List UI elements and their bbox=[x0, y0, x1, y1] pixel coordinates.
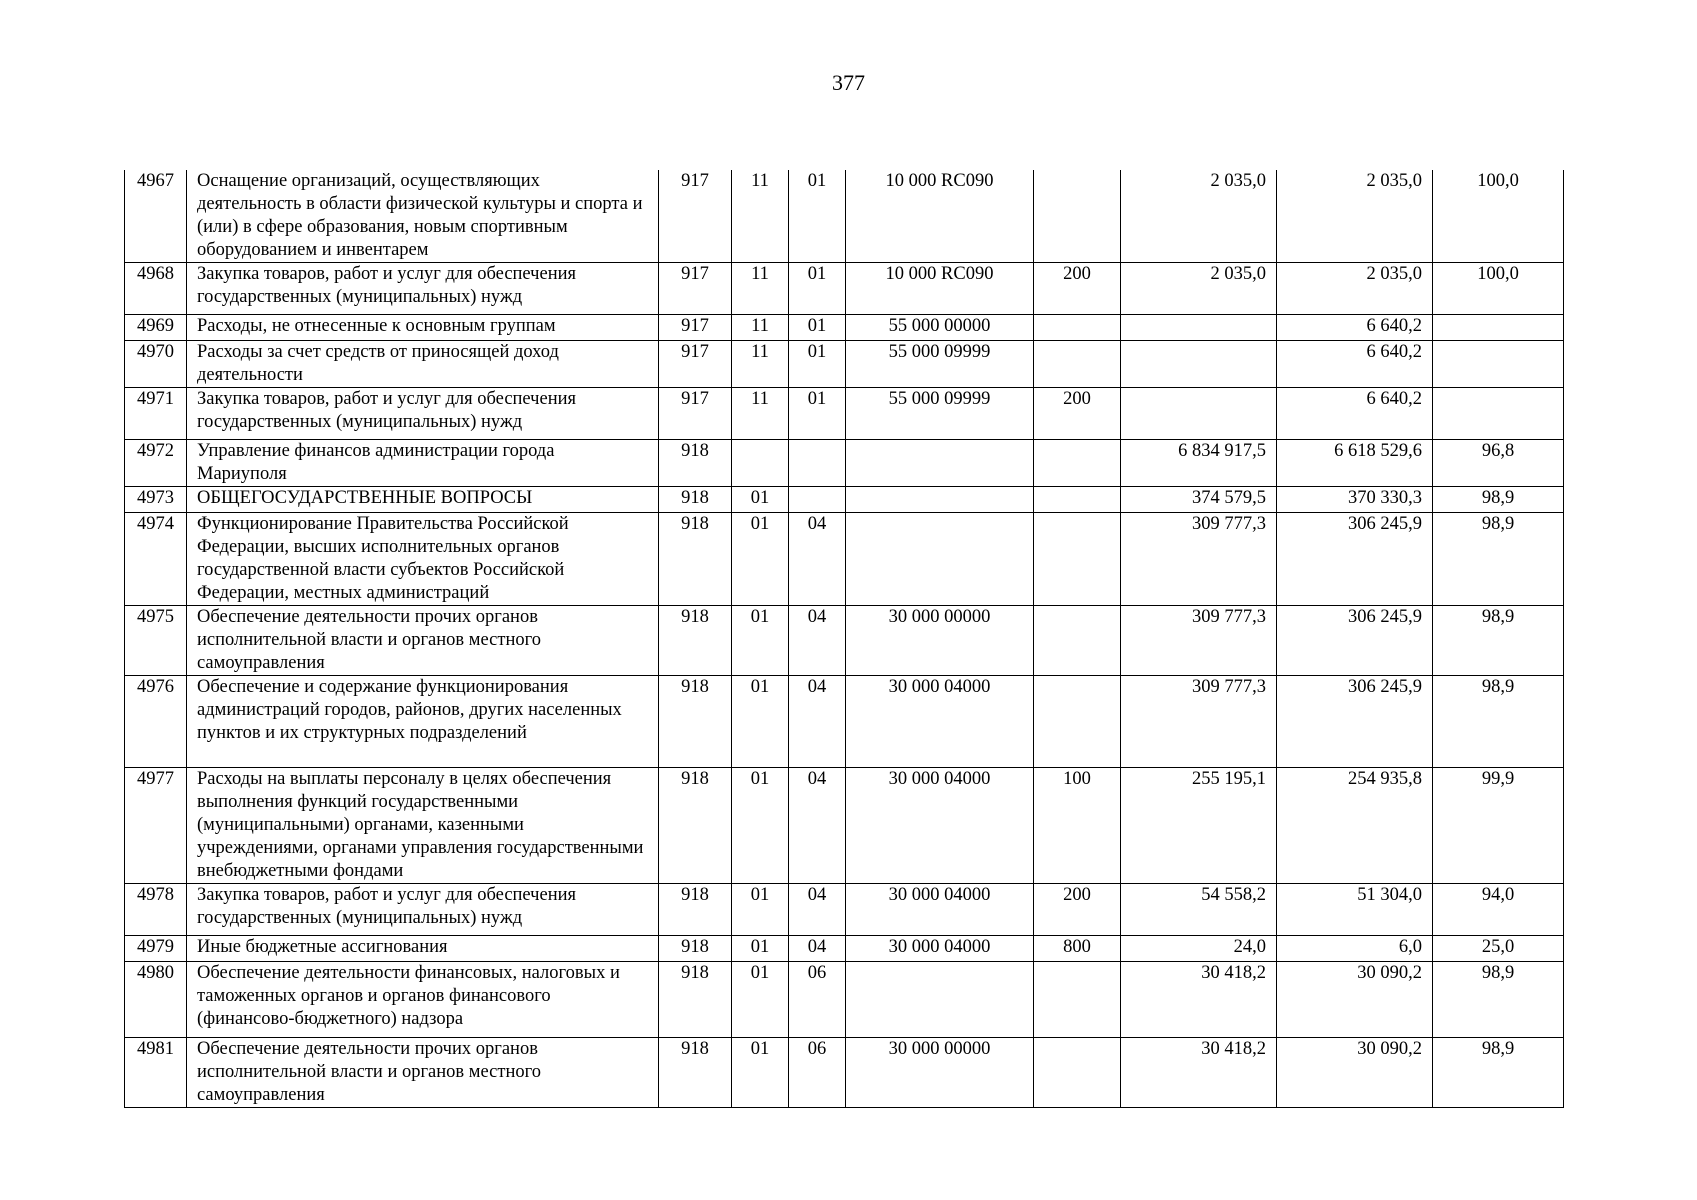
row-number-cell: 4977 bbox=[125, 768, 187, 884]
section-code-cell: 01 bbox=[732, 768, 789, 884]
section-code-cell: 01 bbox=[732, 676, 789, 768]
budget-table bbox=[124, 170, 1564, 1108]
table-row bbox=[125, 1038, 1564, 1108]
page-number: 377 bbox=[832, 70, 865, 95]
row-number-cell: 4978 bbox=[125, 884, 187, 936]
expense-type-code-cell bbox=[1034, 315, 1121, 341]
table-row bbox=[125, 388, 1564, 440]
planned-amount-cell: 30 418,2 bbox=[1121, 962, 1277, 1038]
subsection-code-cell: 04 bbox=[789, 936, 846, 962]
execution-percent-cell: 99,9 bbox=[1433, 768, 1564, 884]
planned-amount-cell: 24,0 bbox=[1121, 936, 1277, 962]
target-item-code-cell: 55 000 00000 bbox=[846, 315, 1034, 341]
row-name-cell: Закупка товаров, работ и услуг для обеспечения государственных (муниципальных) нужд bbox=[187, 263, 659, 315]
row-number-cell: 4968 bbox=[125, 263, 187, 315]
row-name-cell: Функционирование Правительства Российской Федерации, высших исполнительных органов государственной власти субъектов Российской Федерации, местных администраций bbox=[187, 513, 659, 606]
department-code-cell: 918 bbox=[659, 768, 732, 884]
table-row bbox=[125, 440, 1564, 487]
department-code-cell: 918 bbox=[659, 936, 732, 962]
expense-type-code-cell: 200 bbox=[1034, 388, 1121, 440]
target-item-code-cell: 30 000 00000 bbox=[846, 606, 1034, 676]
execution-percent-cell: 96,8 bbox=[1433, 440, 1564, 487]
department-code-cell: 917 bbox=[659, 388, 732, 440]
actual-amount-cell: 51 304,0 bbox=[1277, 884, 1433, 936]
subsection-code-cell: 01 bbox=[789, 341, 846, 388]
expense-type-code-cell bbox=[1034, 440, 1121, 487]
subsection-code-cell bbox=[789, 440, 846, 487]
expense-type-code-cell bbox=[1034, 1038, 1121, 1108]
planned-amount-cell: 2 035,0 bbox=[1121, 170, 1277, 263]
actual-amount-cell: 254 935,8 bbox=[1277, 768, 1433, 884]
target-item-code-cell: 10 000 RC090 bbox=[846, 170, 1034, 263]
target-item-code-cell: 55 000 09999 bbox=[846, 341, 1034, 388]
planned-amount-cell: 6 834 917,5 bbox=[1121, 440, 1277, 487]
expense-type-code-cell bbox=[1034, 676, 1121, 768]
row-name-cell: Иные бюджетные ассигнования bbox=[187, 936, 659, 962]
expense-type-code-cell bbox=[1034, 606, 1121, 676]
row-name-cell: Управление финансов администрации города Мариуполя bbox=[187, 440, 659, 487]
table-row bbox=[125, 606, 1564, 676]
row-number-cell: 4975 bbox=[125, 606, 187, 676]
department-code-cell: 918 bbox=[659, 1038, 732, 1108]
section-code-cell: 01 bbox=[732, 487, 789, 513]
expense-type-code-cell: 100 bbox=[1034, 768, 1121, 884]
department-code-cell: 918 bbox=[659, 513, 732, 606]
actual-amount-cell: 306 245,9 bbox=[1277, 606, 1433, 676]
subsection-code-cell bbox=[789, 487, 846, 513]
row-name-cell: Обеспечение деятельности прочих органов исполнительной власти и органов местного самоуправления bbox=[187, 606, 659, 676]
table-row bbox=[125, 263, 1564, 315]
row-number-cell: 4980 bbox=[125, 962, 187, 1038]
table-row bbox=[125, 962, 1564, 1038]
row-number-cell: 4974 bbox=[125, 513, 187, 606]
actual-amount-cell: 6 640,2 bbox=[1277, 315, 1433, 341]
section-code-cell: 01 bbox=[732, 936, 789, 962]
subsection-code-cell: 04 bbox=[789, 884, 846, 936]
row-number-cell: 4969 bbox=[125, 315, 187, 341]
subsection-code-cell: 04 bbox=[789, 676, 846, 768]
row-name-cell: ОБЩЕГОСУДАРСТВЕННЫЕ ВОПРОСЫ bbox=[187, 487, 659, 513]
section-code-cell: 01 bbox=[732, 884, 789, 936]
section-code-cell: 01 bbox=[732, 1038, 789, 1108]
row-name-cell: Обеспечение деятельности финансовых, налоговых и таможенных органов и органов финансового (финансово-бюджетного) надзора bbox=[187, 962, 659, 1038]
execution-percent-cell: 25,0 bbox=[1433, 936, 1564, 962]
department-code-cell: 918 bbox=[659, 962, 732, 1038]
planned-amount-cell: 30 418,2 bbox=[1121, 1038, 1277, 1108]
execution-percent-cell: 98,9 bbox=[1433, 676, 1564, 768]
table-row bbox=[125, 487, 1564, 513]
planned-amount-cell bbox=[1121, 315, 1277, 341]
execution-percent-cell bbox=[1433, 341, 1564, 388]
section-code-cell: 11 bbox=[732, 341, 789, 388]
expense-type-code-cell bbox=[1034, 487, 1121, 513]
department-code-cell: 918 bbox=[659, 487, 732, 513]
planned-amount-cell: 2 035,0 bbox=[1121, 263, 1277, 315]
row-number-cell: 4970 bbox=[125, 341, 187, 388]
table-row bbox=[125, 341, 1564, 388]
target-item-code-cell: 30 000 04000 bbox=[846, 884, 1034, 936]
target-item-code-cell: 30 000 04000 bbox=[846, 936, 1034, 962]
row-number-cell: 4971 bbox=[125, 388, 187, 440]
actual-amount-cell: 30 090,2 bbox=[1277, 1038, 1433, 1108]
target-item-code-cell bbox=[846, 487, 1034, 513]
row-name-cell: Обеспечение деятельности прочих органов исполнительной власти и органов местного самоуправления bbox=[187, 1038, 659, 1108]
execution-percent-cell bbox=[1433, 315, 1564, 341]
actual-amount-cell: 6 640,2 bbox=[1277, 388, 1433, 440]
execution-percent-cell: 98,9 bbox=[1433, 487, 1564, 513]
actual-amount-cell: 30 090,2 bbox=[1277, 962, 1433, 1038]
actual-amount-cell: 2 035,0 bbox=[1277, 170, 1433, 263]
execution-percent-cell: 94,0 bbox=[1433, 884, 1564, 936]
planned-amount-cell bbox=[1121, 341, 1277, 388]
execution-percent-cell: 98,9 bbox=[1433, 1038, 1564, 1108]
subsection-code-cell: 06 bbox=[789, 1038, 846, 1108]
target-item-code-cell: 30 000 00000 bbox=[846, 1038, 1034, 1108]
department-code-cell: 917 bbox=[659, 263, 732, 315]
planned-amount-cell: 309 777,3 bbox=[1121, 606, 1277, 676]
execution-percent-cell: 98,9 bbox=[1433, 513, 1564, 606]
section-code-cell: 11 bbox=[732, 170, 789, 263]
row-number-cell: 4972 bbox=[125, 440, 187, 487]
row-name-cell: Расходы на выплаты персоналу в целях обеспечения выполнения функций государственными (муниципальными) органами, казенными учреждениями, органами управления государственными внебюджетными фондами bbox=[187, 768, 659, 884]
department-code-cell: 917 bbox=[659, 170, 732, 263]
table-row bbox=[125, 315, 1564, 341]
target-item-code-cell: 30 000 04000 bbox=[846, 676, 1034, 768]
row-name-cell: Обеспечение и содержание функционирования администраций городов, районов, других населенных пунктов и их структурных подразделений bbox=[187, 676, 659, 768]
target-item-code-cell: 55 000 09999 bbox=[846, 388, 1034, 440]
department-code-cell: 918 bbox=[659, 884, 732, 936]
row-number-cell: 4967 bbox=[125, 170, 187, 263]
section-code-cell: 11 bbox=[732, 263, 789, 315]
subsection-code-cell: 01 bbox=[789, 263, 846, 315]
subsection-code-cell: 04 bbox=[789, 606, 846, 676]
row-number-cell: 4973 bbox=[125, 487, 187, 513]
actual-amount-cell: 6 618 529,6 bbox=[1277, 440, 1433, 487]
row-name-cell: Расходы, не отнесенные к основным группам bbox=[187, 315, 659, 341]
section-code-cell: 01 bbox=[732, 513, 789, 606]
row-number-cell: 4981 bbox=[125, 1038, 187, 1108]
expense-type-code-cell bbox=[1034, 170, 1121, 263]
expense-type-code-cell bbox=[1034, 513, 1121, 606]
actual-amount-cell: 2 035,0 bbox=[1277, 263, 1433, 315]
planned-amount-cell: 309 777,3 bbox=[1121, 513, 1277, 606]
planned-amount-cell: 54 558,2 bbox=[1121, 884, 1277, 936]
subsection-code-cell: 01 bbox=[789, 315, 846, 341]
planned-amount-cell: 309 777,3 bbox=[1121, 676, 1277, 768]
row-name-cell: Закупка товаров, работ и услуг для обеспечения государственных (муниципальных) нужд bbox=[187, 388, 659, 440]
expense-type-code-cell: 200 bbox=[1034, 263, 1121, 315]
target-item-code-cell bbox=[846, 440, 1034, 487]
table-row bbox=[125, 884, 1564, 936]
planned-amount-cell: 374 579,5 bbox=[1121, 487, 1277, 513]
section-code-cell bbox=[732, 440, 789, 487]
execution-percent-cell bbox=[1433, 388, 1564, 440]
subsection-code-cell: 04 bbox=[789, 513, 846, 606]
department-code-cell: 918 bbox=[659, 676, 732, 768]
expense-type-code-cell bbox=[1034, 962, 1121, 1038]
execution-percent-cell: 98,9 bbox=[1433, 962, 1564, 1038]
table-row bbox=[125, 768, 1564, 884]
row-name-cell: Расходы за счет средств от приносящей доход деятельности bbox=[187, 341, 659, 388]
execution-percent-cell: 100,0 bbox=[1433, 263, 1564, 315]
actual-amount-cell: 370 330,3 bbox=[1277, 487, 1433, 513]
target-item-code-cell bbox=[846, 962, 1034, 1038]
planned-amount-cell: 255 195,1 bbox=[1121, 768, 1277, 884]
table-row bbox=[125, 513, 1564, 606]
row-number-cell: 4979 bbox=[125, 936, 187, 962]
execution-percent-cell: 100,0 bbox=[1433, 170, 1564, 263]
table-row bbox=[125, 676, 1564, 768]
execution-percent-cell: 98,9 bbox=[1433, 606, 1564, 676]
actual-amount-cell: 306 245,9 bbox=[1277, 513, 1433, 606]
actual-amount-cell: 306 245,9 bbox=[1277, 676, 1433, 768]
expense-type-code-cell bbox=[1034, 341, 1121, 388]
row-number-cell: 4976 bbox=[125, 676, 187, 768]
expense-type-code-cell: 800 bbox=[1034, 936, 1121, 962]
table-row bbox=[125, 170, 1564, 263]
expense-type-code-cell: 200 bbox=[1034, 884, 1121, 936]
target-item-code-cell: 10 000 RC090 bbox=[846, 263, 1034, 315]
row-name-cell: Оснащение организаций, осуществляющих деятельность в области физической культуры и спорта и (или) в сфере образования, новым спортивным оборудованием и инвентарем bbox=[187, 170, 659, 263]
department-code-cell: 917 bbox=[659, 341, 732, 388]
planned-amount-cell bbox=[1121, 388, 1277, 440]
target-item-code-cell bbox=[846, 513, 1034, 606]
row-name-cell: Закупка товаров, работ и услуг для обеспечения государственных (муниципальных) нужд bbox=[187, 884, 659, 936]
section-code-cell: 01 bbox=[732, 962, 789, 1038]
department-code-cell: 918 bbox=[659, 440, 732, 487]
target-item-code-cell: 30 000 04000 bbox=[846, 768, 1034, 884]
section-code-cell: 01 bbox=[732, 606, 789, 676]
subsection-code-cell: 01 bbox=[789, 170, 846, 263]
subsection-code-cell: 01 bbox=[789, 388, 846, 440]
table-row bbox=[125, 936, 1564, 962]
subsection-code-cell: 06 bbox=[789, 962, 846, 1038]
actual-amount-cell: 6,0 bbox=[1277, 936, 1433, 962]
department-code-cell: 917 bbox=[659, 315, 732, 341]
actual-amount-cell: 6 640,2 bbox=[1277, 341, 1433, 388]
subsection-code-cell: 04 bbox=[789, 768, 846, 884]
section-code-cell: 11 bbox=[732, 388, 789, 440]
section-code-cell: 11 bbox=[732, 315, 789, 341]
department-code-cell: 918 bbox=[659, 606, 732, 676]
